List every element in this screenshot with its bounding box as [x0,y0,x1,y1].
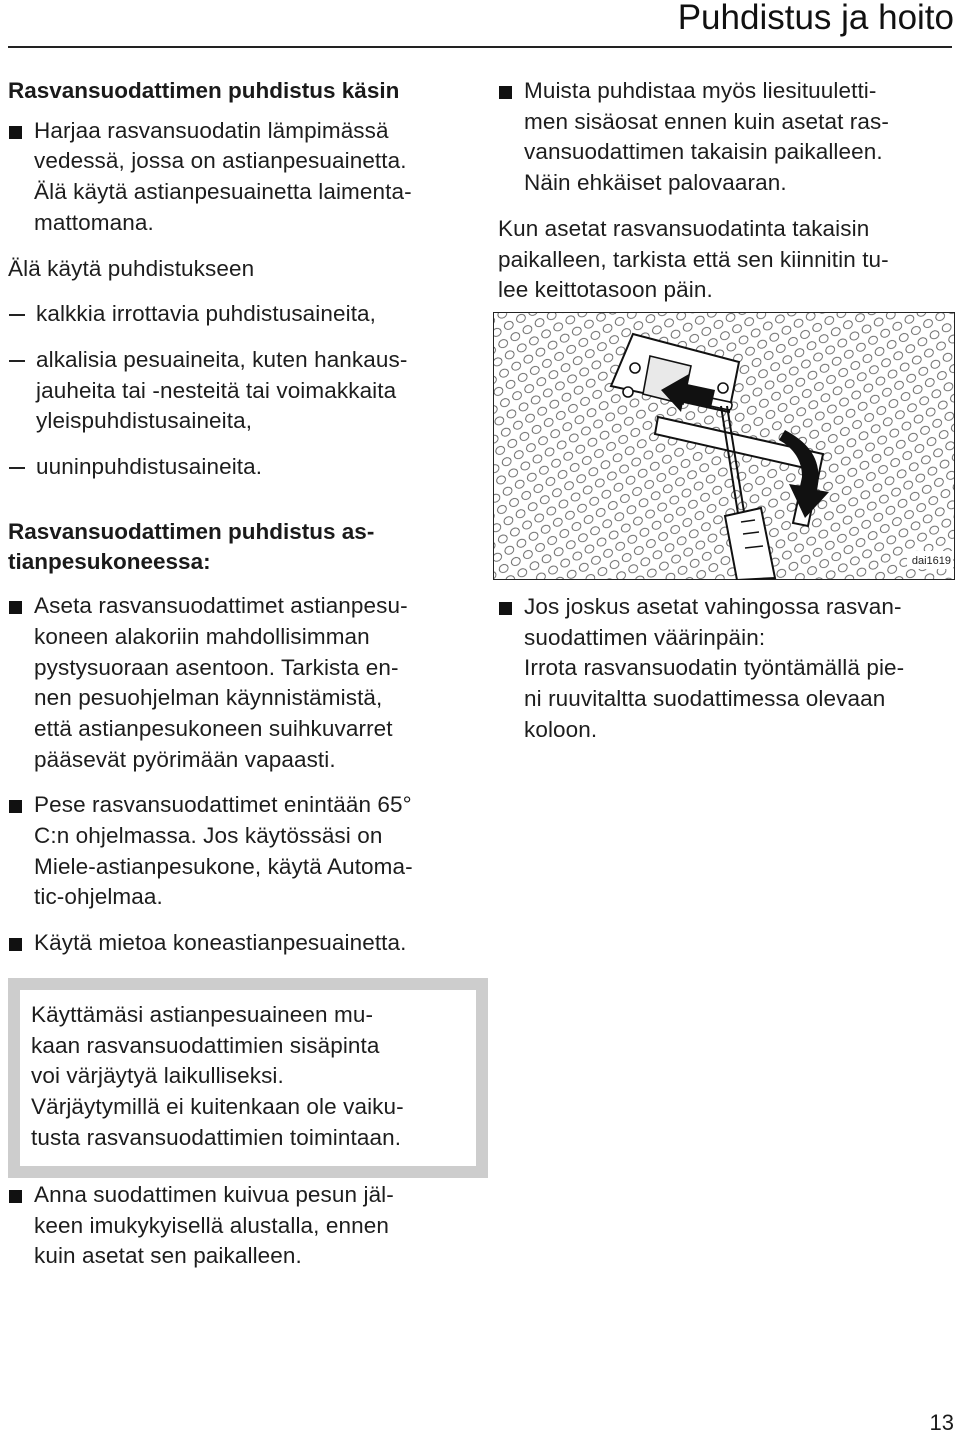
screw-hole [718,383,728,393]
square-bullet-icon [9,126,22,139]
bullet-text: Jos joskus asetat vahingossa rasvan- suodattimen väärinpäin: Irrota rasvansuodatin työntämällä pie- ni ruuvitaltta suodattimessa olevaan koloon. [524,594,905,742]
square-bullet-icon [9,938,22,951]
bullet-item [498,76,954,199]
screw-hole [630,363,640,373]
filter-illustration [493,312,955,580]
body-paragraph: Kun asetat rasvansuodatinta takaisin paikalleen, tarkista että sen kiinnitin tu- lee keittotasoon päin. [498,215,889,303]
bullet-text: Harjaa rasvansuodatin lämpimässä vedessä, jossa on astianpesuainetta. Älä käytä astianpesuainetta laimenta- mattomana. [34,117,412,235]
right-column-bottom [498,592,954,746]
header-rule [8,46,952,48]
square-bullet-icon [9,601,22,614]
bullet-item [8,116,478,239]
note-text: Käyttämäsi astianpesuaineen mu- kaan rasvansuodattimien sisäpinta voi värjäytyä laikulliseksi. Värjäytymillä ei kuitenkaan ole vaiku- tusta rasvansuodattimien toimintaan. [31,1002,404,1150]
bullet-item [8,1180,478,1272]
bullet-text: Muista puhdistaa myös liesituuletti- men sisäosat ennen kuin asetat ras- vansuodattimen takaisin paikalleen. Näin ehkäiset palovaaran. [524,78,889,196]
bullet-item [498,592,954,746]
bullet-item [8,928,478,959]
page-number: 13 [929,1410,954,1435]
dash-icon [9,467,25,469]
left-column-bottom [8,1180,478,1272]
dash-icon [9,360,25,362]
bullet-text: Aseta rasvansuodattimet astianpesu- koneen alakoriin mahdollisimman pystysuoraan asentoon. Tarkista en- nen pesuohjelman käynnistämistä, että astianpesukoneen suihkuvarret pääsevät pyörimään vapaasti. [34,593,408,772]
square-bullet-icon [9,1190,22,1203]
square-bullet-icon [499,602,512,615]
note-box [8,978,488,1178]
dash-text: alkalisia pesuaineita, kuten hankaus- jauheita tai -nesteitä tai voimakkaita yleispuhdistusaineita, [36,346,408,434]
screw-hole [623,387,633,397]
right-column [498,76,954,306]
dash-text: uuninpuhdistusaineita. [36,454,263,480]
bullet-text: Pese rasvansuodattimet enintään 65° C:n ohjelmassa. Jos käytössäsi on Miele-astianpesukone, käytä Automa- tic-ohjelmaa. [34,792,413,910]
intro-text: Älä käytä puhdistukseen [8,255,255,281]
figure-label: dai1619 [911,555,951,567]
left-column [8,76,478,959]
bullet-item [8,591,478,775]
bullet-text: Käytä mietoa koneastianpesuainetta. [34,930,407,956]
dash-item [8,345,478,437]
dash-item [8,299,478,330]
page-header-title: Puhdistus ja hoito [677,0,954,37]
dash-text: kalkkia irrottavia puhdistusaineita, [36,301,377,327]
bullet-text: Anna suodattimen kuivua pesun jäl- keen imukykyisellä alustalla, ennen kuin asetat sen paikalleen. [34,1182,394,1269]
section-heading-hand-cleaning: Rasvansuodattimen puhdistus käsin [8,78,400,103]
bullet-item [8,790,478,913]
square-bullet-icon [9,800,22,813]
square-bullet-icon [499,86,512,99]
dash-item [8,452,478,483]
dash-icon [9,314,25,316]
section-heading-dishwasher: Rasvansuodattimen puhdistus as- tianpesukoneessa: [8,518,375,575]
